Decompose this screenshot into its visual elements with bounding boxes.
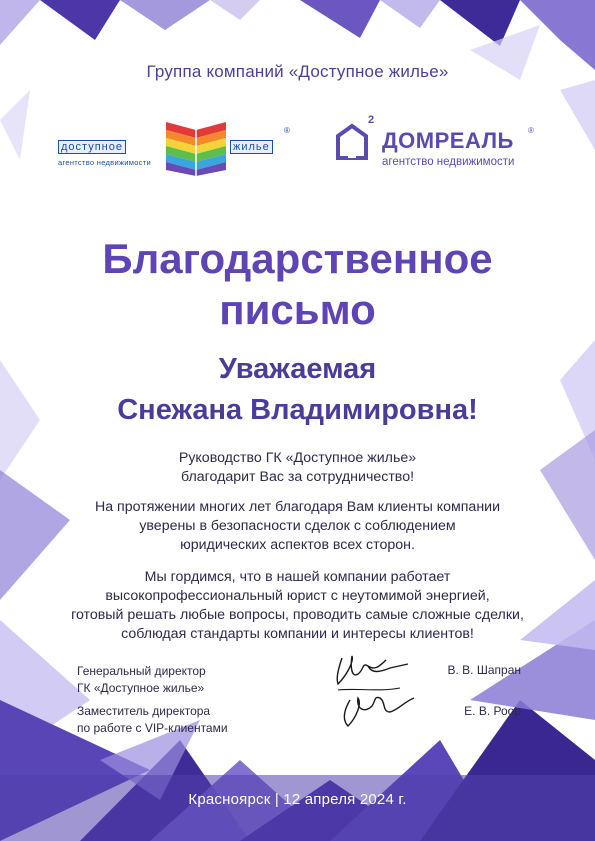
logo-dostupnoe-zhilye <box>58 112 298 182</box>
house-square-icon <box>332 122 372 162</box>
logo-domreal <box>332 112 542 182</box>
logo-word-left: доступное <box>58 140 126 154</box>
logo-left-subtitle: агентство недвижимости <box>58 158 151 167</box>
handwritten-signatures <box>328 648 438 733</box>
logo-word-right: жилье <box>230 140 273 154</box>
signatory-2-title-line-2: по работе с VIP-клиентами <box>77 721 228 735</box>
salutation-line1: Уважаемая <box>218 353 377 385</box>
logo-right-subtitle: агентство недвижимости <box>382 156 515 168</box>
paragraph-1-line-2: благодарит Вас за сотрудничество! <box>180 469 415 485</box>
group-title: Группа компаний «Доступное жилье» <box>146 62 449 81</box>
paragraph-2-line-3: юридических аспектов всех сторон. <box>180 537 415 553</box>
paragraph-3-line-1: Мы гордимся, что в нашей компании работает <box>144 569 451 585</box>
paragraph-1-line-1: Руководство ГК «Доступное жилье» <box>178 450 417 466</box>
signatory-1-name: В. В. Шапран <box>447 663 521 677</box>
paragraph-2-line-2: уверены в безопасности сделок с соблюдением <box>139 518 456 534</box>
paragraph-3-line-2: высокопрофессиональный юрист с неутомимой энергией, <box>105 588 490 604</box>
logo-right-reg-mark: ® <box>528 126 534 135</box>
signatory-2-name: Е. В. Роор <box>464 704 521 718</box>
paragraph-3-line-4: соблюдая стандарты компании и интересы клиентов! <box>121 626 474 642</box>
letter-title-line2: письмо <box>219 286 376 333</box>
salutation-line2: Снежана Владимировна! <box>117 394 478 426</box>
signatory-2-title-line-1: Заместитель директора <box>77 704 211 718</box>
signatory-1-title-line-1: Генеральный директор <box>77 664 206 678</box>
letter-title-line1: Благодарственное <box>102 235 493 282</box>
logo-right-superscript: 2 <box>368 114 375 126</box>
rainbow-book-icon <box>162 112 230 176</box>
signatory-1-title-line-2: ГК «Доступное жилье» <box>77 681 205 695</box>
paragraph-2-line-1: На протяжении многих лет благодаря Вам клиенты компании <box>94 499 501 515</box>
logo-left-reg-mark: ® <box>284 126 290 135</box>
paragraph-3-line-3: готовый решать любые вопросы, проводить самые сложные сделки, <box>71 607 524 623</box>
footer-place-date: Красноярск | 12 апреля 2024 г. <box>188 791 407 808</box>
logo-right-name: ДОМРЕАЛЬ <box>382 128 514 153</box>
